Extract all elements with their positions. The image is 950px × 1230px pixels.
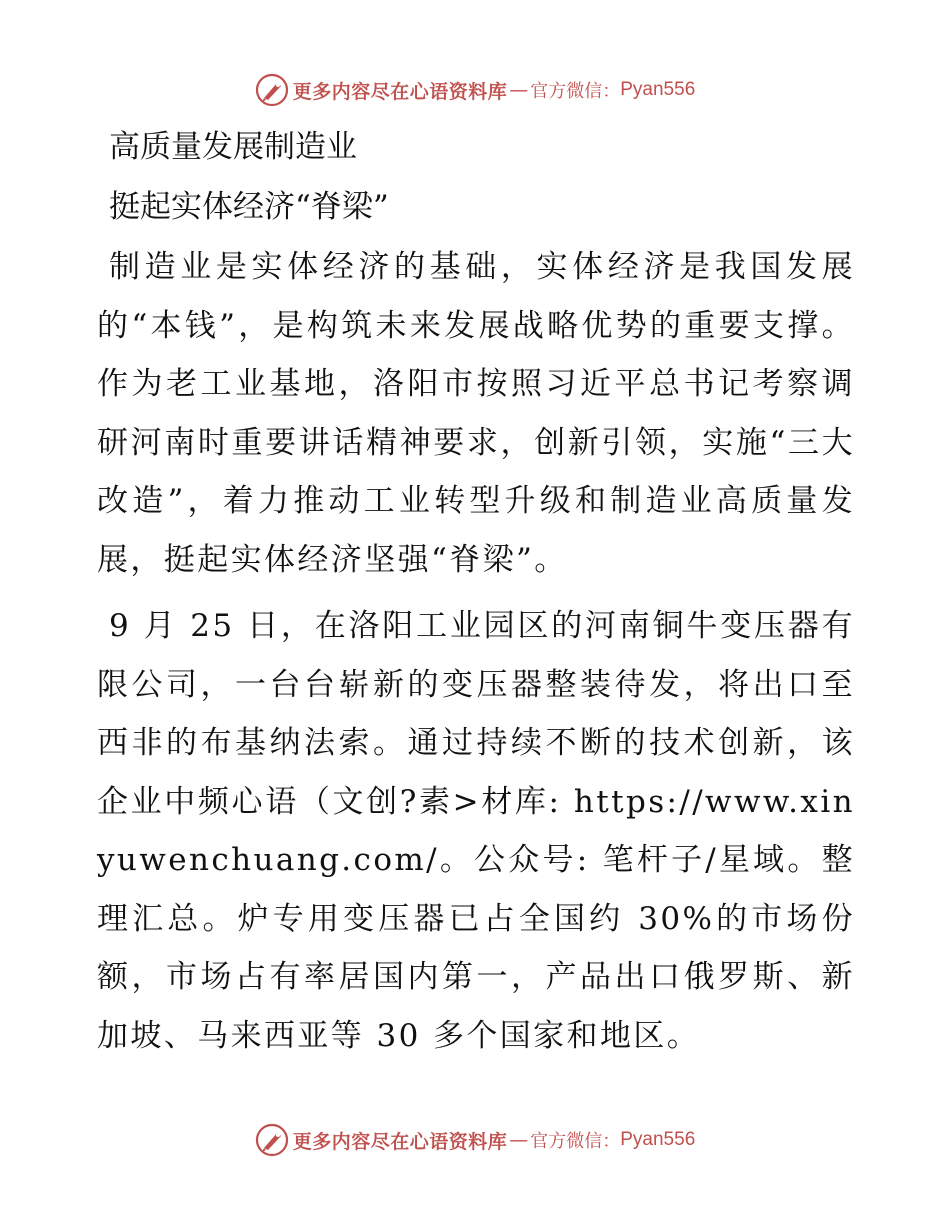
watermark-main-text: 更多内容尽在心语资料库 — [292, 80, 508, 103]
document-title-line-1: 高质量发展制造业 — [109, 129, 357, 165]
paragraph-1: 制造业是实体经济的基础，实体经济是我国发展的“本钱”，是构筑未来发展战略优势的重要支撑。作为老工业基地，洛阳市按照习近平总书记考察调研河南时重要讲话精神要求，创新引领，实施“三大改造”，着力推动工业转型升级和制造业高质量发展，挺起实体经济坚强“脊梁”。 — [97, 249, 855, 578]
footer-watermark — [0, 1118, 950, 1162]
pen-logo-icon — [255, 73, 289, 107]
header-watermark — [0, 68, 950, 112]
watermark-wechat-id: Pyan556 — [620, 79, 696, 100]
paragraph-2: 9 月 25 日，在洛阳工业园区的河南铜牛变压器有限公司，一台台崭新的变压器整装待发，将出口至西非的布基纳法索。通过持续不断的技术创新，该企业中频心语（文创?素>材库: https://www.xinyuwenchuang.com/。公众号: 笔杆子/星域。整理汇总。炉专用变压器已占全国约 30%的市场份额，市场占有率居国内第一，产品出口俄罗斯、新加坡、马来西亚等 30 多个国家和地区。 — [97, 608, 855, 1054]
watermark-separator: — — [509, 79, 529, 101]
watermark-main-text: 更多内容尽在心语资料库 — [292, 1130, 508, 1153]
watermark-sub-text: 官方微信： — [530, 81, 621, 102]
watermark-wechat-id: Pyan556 — [620, 1129, 696, 1150]
document-title-line-2: 挺起实体经济“脊梁” — [109, 189, 389, 225]
watermark-separator: — — [509, 1129, 529, 1151]
watermark-sub-text: 官方微信： — [530, 1131, 621, 1152]
pen-logo-icon — [255, 1123, 289, 1157]
document-body — [97, 118, 855, 1065]
